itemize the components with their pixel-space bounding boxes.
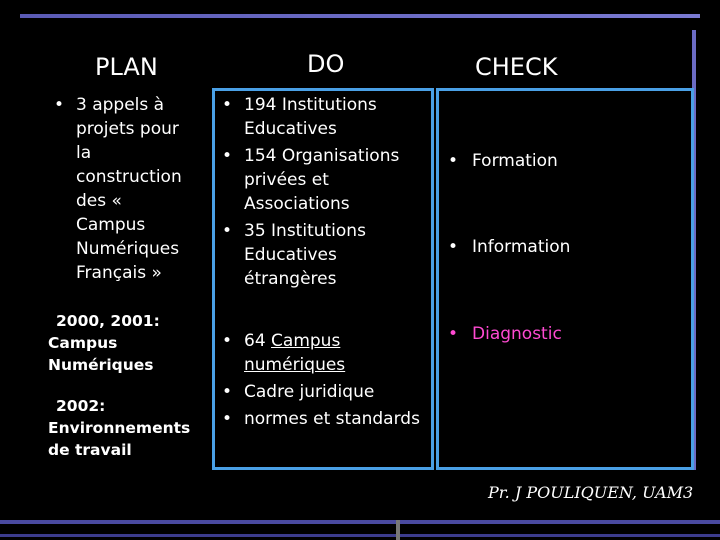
check-item-label: Information xyxy=(472,237,571,257)
note-line: Environnements xyxy=(48,419,191,437)
check-box xyxy=(436,88,694,470)
note-line: 2000, 2001: xyxy=(56,312,160,330)
do-item-line: normes et standards xyxy=(244,409,420,429)
do-item-line: privées et xyxy=(244,170,329,190)
do-list-item xyxy=(218,329,432,377)
do-list-item xyxy=(218,380,432,404)
campus-link[interactable]: Campus xyxy=(271,331,341,351)
do-item-line xyxy=(244,329,432,353)
note-line: de travail xyxy=(48,441,132,459)
bullet-icon: • xyxy=(222,382,233,402)
campus-link-continued[interactable]: numériques xyxy=(244,355,346,375)
plan-item-line: 3 appels à xyxy=(76,95,165,115)
plan-item-line: projets pour xyxy=(76,119,179,139)
do-item-line: 154 Organisations xyxy=(244,146,400,166)
plan-item-line: Campus xyxy=(76,215,146,235)
bullet-icon: • xyxy=(448,324,459,344)
do-item-line: Educatives xyxy=(244,119,337,139)
plan-note-2002 xyxy=(48,395,218,461)
do-item-line: Cadre juridique xyxy=(244,382,375,402)
note-line: Numériques xyxy=(48,356,154,374)
bullet-icon: • xyxy=(448,237,459,257)
do-list-campus xyxy=(218,329,432,434)
bullet-icon: • xyxy=(448,151,459,171)
do-list-item xyxy=(218,219,428,291)
bottom-vertical-bar xyxy=(396,520,400,540)
do-item-line: 35 Institutions xyxy=(244,221,366,241)
bullet-icon: • xyxy=(222,331,233,351)
plan-item-line: Français » xyxy=(76,263,162,283)
bullet-icon: • xyxy=(222,146,233,166)
plan-heading: PLAN xyxy=(95,53,158,81)
do-item-prefix: 64 xyxy=(244,331,272,351)
do-list-institutions xyxy=(218,93,428,294)
check-item-formation xyxy=(444,151,558,171)
plan-item-line: la xyxy=(76,143,92,163)
bottom-decorative-bar xyxy=(0,520,720,524)
do-heading: DO xyxy=(307,50,345,78)
plan-note-2000-2001 xyxy=(48,310,218,376)
bullet-icon: • xyxy=(54,95,65,115)
plan-list-item xyxy=(52,93,202,285)
plan-list xyxy=(52,93,202,285)
do-item-line: 194 Institutions xyxy=(244,95,377,115)
check-heading: CHECK xyxy=(475,53,558,81)
do-list-item xyxy=(218,407,432,431)
note-line: Campus xyxy=(48,334,118,352)
do-list-item xyxy=(218,93,428,141)
footer-author: Pr. J POULIQUEN, UAM3 xyxy=(488,483,694,502)
note-line: 2002: xyxy=(56,397,106,415)
check-item-information xyxy=(444,237,570,257)
check-item-label: Diagnostic xyxy=(472,324,562,344)
top-decorative-bar xyxy=(20,14,700,18)
bullet-icon: • xyxy=(222,95,233,115)
check-item-label: Formation xyxy=(472,151,558,171)
do-item-line: Associations xyxy=(244,194,350,214)
plan-item-line: construction xyxy=(76,167,182,187)
plan-item-line: Numériques xyxy=(76,239,180,259)
bullet-icon: • xyxy=(222,409,233,429)
do-list-item xyxy=(218,144,428,216)
do-item-line: Educatives xyxy=(244,245,337,265)
bullet-icon: • xyxy=(222,221,233,241)
plan-item-line: des « xyxy=(76,191,122,211)
check-item-diagnostic xyxy=(444,324,562,344)
bottom-decorative-bar-2 xyxy=(0,534,720,537)
do-item-line: étrangères xyxy=(244,269,337,289)
